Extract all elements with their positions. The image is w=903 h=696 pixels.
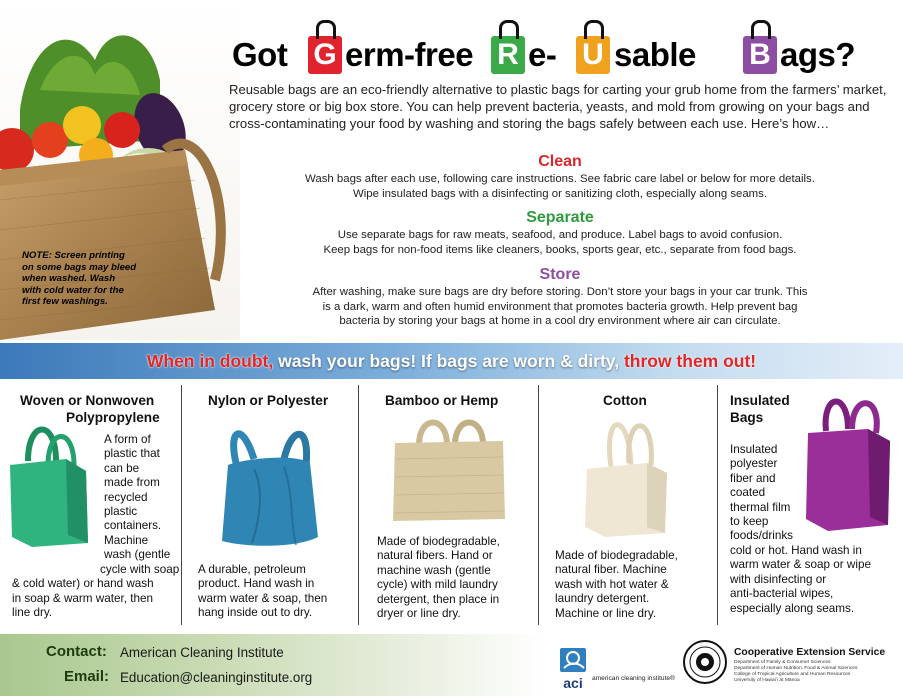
bag-desc-woven-top: A form of plastic that can be made from recycled plastic containers. Machine wash (gentle [104,433,171,562]
insulated-bag-icon [802,391,898,533]
step-clean-title: Clean [538,153,582,170]
contact-label: Contact: [46,643,107,660]
step-separate-title: Separate [526,209,594,226]
bag-title-insulated: Insulated Bags [730,393,790,425]
bamboo-bag-icon [389,415,509,523]
bag-card-insulated [718,383,903,629]
page-title [232,28,897,80]
title-got: Got [232,36,288,73]
bag-desc-woven-bottom: cycle with soap & cold water) or hand wash in soap & warm water, then line dry. [12,563,180,620]
bag-letter-u-icon: U [576,36,610,74]
step-separate-body: Use separate bags for raw meats, seafood, and produce. Label bags to avoid confusion. Keep bags for non-food items like cleaners, books, sports gear, etc., separate from food bags. [323,229,797,256]
bag-card-bamboo [359,383,538,629]
step-clean-body: Wash bags after each use, following care instructions. See fabric care label or below for more details. Wipe insulated bags with a disinfecting or sanitizing cloth, especially along seams. [305,173,815,200]
bag-types-grid [0,383,903,629]
bag-title-nylon: Nylon or Polyester [208,393,329,408]
bag-desc-insulated-top: Insulated polyester fiber and coated thermal film to keep foods/drinks [730,443,794,543]
bag-letter-b-icon: B [743,36,777,74]
bag-card-cotton [539,383,717,629]
bag-desc-cotton: Made of biodegradable, natural fiber. Machine wash with hot water & laundry detergent. Machine or line dry. [555,549,678,620]
bag-title-bamboo: Bamboo or Hemp [385,393,499,408]
title-re: e- [528,36,557,73]
aci-logo-icon [558,646,588,690]
bag-title-cotton: Cotton [603,393,647,408]
bag-desc-insulated-bottom: cold or hot. Hand wash in warm water & soap or wipe with disinfecting or anti-bacterial wipes, especially along seams. [730,544,871,615]
university-seal-icon [683,640,727,684]
email-value[interactable]: Education@cleaninginstitute.org [120,670,313,685]
intro-paragraph: Reusable bags are an eco-friendly alternative to plastic bags for carting your grub home from the farmers’ market, grocery store or big box store. You can help prevent bacteria, yeasts, and mold from growing on your bags and cross-contaminating your food by washing and storing the bags safely between each use. Here’s how… [229,82,887,131]
footer [0,634,903,696]
email-label: Email: [64,668,110,685]
ces-line: College of Tropical Agriculture and Human Resources [734,672,851,677]
woven-bag-icon [4,419,96,547]
step-store-body: After washing, make sure bags are dry before storing. Don’t store your bags in your car trunk. This is a dark, warm and often humid environment that promotes bacteria growth. Help prevent bag bacteria by storing your bags at home in a cool dry environment where air can circulate. [312,286,808,327]
ces-line: Department of Human Nutrition, Food & Animal Sciences [734,666,858,671]
title-germ-free: erm-free [345,36,474,73]
bag-desc-nylon: A durable, petroleum product. Hand wash in warm water & soap, then hang inside out to dry. [198,563,328,620]
aci-name: american cleaning institute® [592,675,675,682]
bag-card-woven [0,383,181,629]
wash-banner [0,343,903,379]
screen-printing-note: NOTE: Screen printing on some bags may bleed when washed. Wash with cold water for the first few washings. [22,250,137,307]
step-store-title: Store [539,266,581,283]
bag-desc-bamboo: Made of biodegradable, natural fibers. Hand or machine wash (gentle cycle) with mild laundry detergent, then place in dryer or line dry. [377,535,500,621]
title-usable: sable [614,36,696,73]
ces-line: Department of Family & Consumer Sciences [734,660,831,665]
bag-title-woven: Woven or Nonwoven Polypropylene [20,393,160,425]
contact-value: American Cleaning Institute [120,645,284,660]
banner-text: When in doubt, wash your bags! If bags are worn & dirty, throw them out! [146,351,757,371]
ces-title: Cooperative Extension Service [734,647,886,658]
cotton-bag-icon [581,409,673,537]
bag-letter-g-icon: G [308,36,342,74]
nylon-bag-icon [214,419,324,549]
bag-card-nylon [182,383,358,629]
bag-letter-r-icon: R [491,36,525,74]
ces-line: University of Hawaiʻi at Mānoa [734,678,800,683]
title-bags: ags? [780,36,856,73]
aci-mark: aci [563,675,583,690]
